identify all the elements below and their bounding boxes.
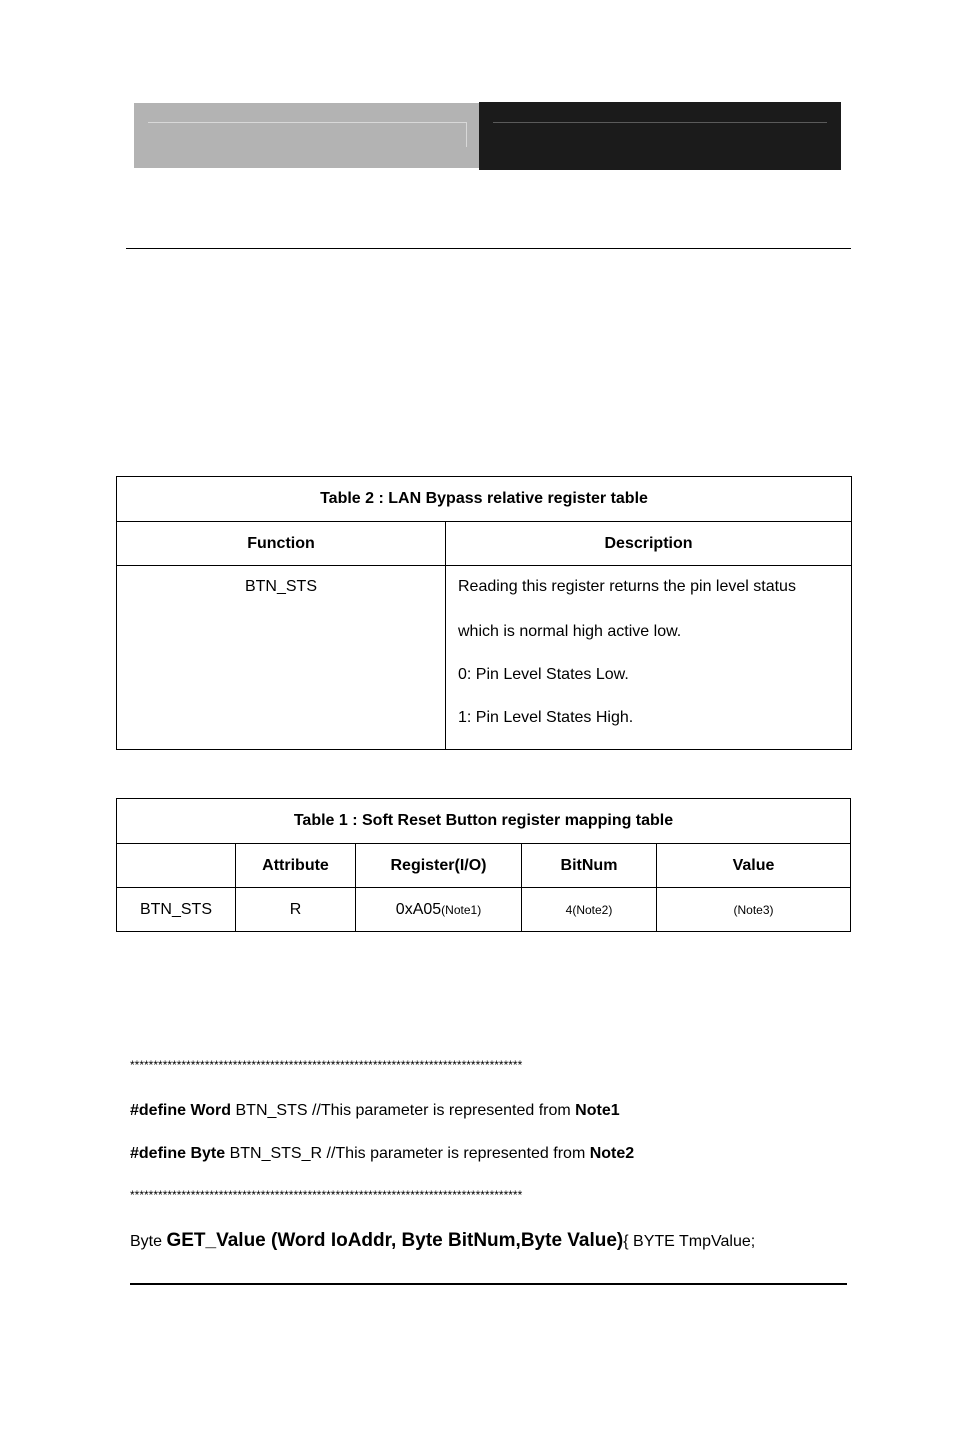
- header-banner-left: [134, 103, 479, 168]
- lan-bypass-register-table: [116, 476, 852, 750]
- register-value: 0xA05: [395, 900, 442, 918]
- define-text: BTN_STS //This parameter is represented from: [231, 1102, 576, 1119]
- soft-reset-register-table: [116, 798, 851, 932]
- define-keyword: #define Byte: [130, 1145, 226, 1162]
- register-note: (Note1): [441, 902, 482, 917]
- column-header-attribute: Attribute: [236, 844, 356, 888]
- function-cell: BTN_STS: [117, 566, 446, 750]
- return-type: Byte: [130, 1233, 167, 1250]
- function-signature-line: [130, 1230, 755, 1252]
- description-line: Reading this register returns the pin level status: [458, 578, 796, 595]
- top-divider: [126, 248, 851, 249]
- value-cell: (Note3): [657, 888, 851, 932]
- separator-stars: ************************************************************************************: [130, 1188, 523, 1202]
- define-keyword: #define Word: [130, 1102, 232, 1119]
- bitnum-cell: 4(Note2): [522, 888, 657, 932]
- description-cell: [446, 566, 852, 750]
- description-line: 0: Pin Level States Low.: [458, 666, 629, 683]
- column-header-function: Function: [117, 522, 446, 566]
- column-header-value: Value: [657, 844, 851, 888]
- description-line: which is normal high active low.: [458, 623, 682, 640]
- column-header-description: Description: [446, 522, 852, 566]
- table-caption: Table 2 : LAN Bypass relative register table: [117, 477, 852, 522]
- attribute-cell: R: [236, 888, 356, 932]
- define-word-line: [130, 1102, 620, 1120]
- table-caption: Table 1 : Soft Reset Button register mapping table: [117, 799, 851, 844]
- register-cell: [356, 888, 522, 932]
- description-line: 1: Pin Level States High.: [458, 709, 634, 726]
- separator-stars: ************************************************************************************: [130, 1058, 523, 1072]
- column-header-bitnum: BitNum: [522, 844, 657, 888]
- function-signature: GET_Value (Word IoAddr, Byte BitNum,Byte Value): [166, 1230, 624, 1251]
- bottom-divider: [130, 1283, 847, 1285]
- define-text: BTN_STS_R //This parameter is represented from: [225, 1145, 590, 1162]
- note-ref: Note1: [575, 1102, 620, 1119]
- note-ref: Note2: [589, 1145, 635, 1162]
- function-body-start: { BYTE TmpValue;: [623, 1233, 756, 1250]
- column-header-blank: [117, 844, 236, 888]
- header-banner-right: [479, 102, 841, 170]
- column-header-register: Register(I/O): [356, 844, 522, 888]
- name-cell: BTN_STS: [117, 888, 236, 932]
- define-byte-line: [130, 1145, 634, 1163]
